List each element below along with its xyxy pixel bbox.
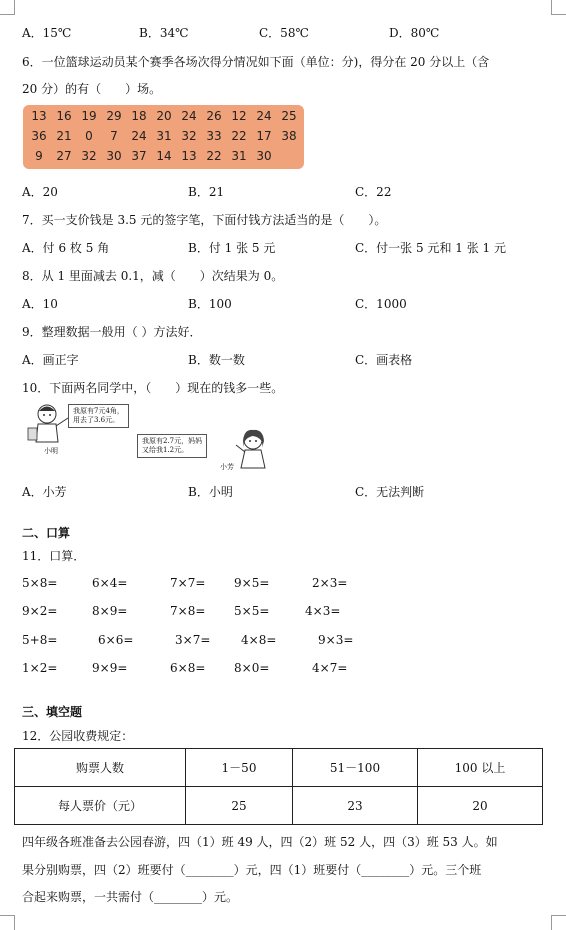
math-item: 7×7= [170,576,206,590]
q6-option-b: B．21 [188,185,225,199]
q9-option-c: C．画表格 [355,353,413,367]
table-cell: 1－50 [186,749,293,787]
crop-mark-bottom-left [0,915,15,930]
q12-text: 12．公园收费规定： [22,729,134,743]
q6-option-a: A．20 [22,185,58,199]
math-item: 5+8= [22,633,58,647]
math-item: 4×7= [312,661,348,675]
score-row-3 [23,147,304,167]
q12-paragraph-line1: 四年级各班准备去公园春游，四（1）班 49 人，四（2）班 52 人，四（3）班 53 人。如 [22,835,498,849]
score-cell: 32 [181,129,197,143]
math-item: 4×3= [305,604,341,618]
q6-text-line2: 20 分）的有（ ）场。 [22,82,162,96]
math-item: 9×3= [318,633,354,647]
score-cell: 26 [206,109,222,123]
q8-option-a: A．10 [22,297,58,311]
table-cell: 每人票价（元） [15,787,186,825]
math-item: 6×6= [98,633,134,647]
q6-option-c: C．22 [355,185,392,199]
mental-math-row-2 [0,604,566,620]
q12-paragraph-line3: 合起来购票，一共需付（________）元。 [22,890,239,904]
score-cell: 19 [81,109,97,123]
score-cell: 31 [156,129,172,143]
q7-option-c: C．付一张 5 元和 1 张 1 元 [355,241,506,255]
q5-option-d: D．80℃ [389,26,440,40]
score-cell: 13 [31,109,47,123]
score-cell: 22 [231,129,247,143]
q10-option-b: B．小明 [188,485,233,499]
speech-bubble-xiaoming [68,404,129,428]
table-cell: 51－100 [293,749,418,787]
score-cell: 24 [256,109,272,123]
q11-text: 11．口算． [22,549,86,563]
score-cell: 7 [110,129,118,143]
q8-option-b: B．100 [188,297,232,311]
table-row [15,787,543,825]
table-cell: 20 [418,787,543,825]
math-item: 6×8= [170,661,206,675]
score-cell: 17 [256,129,272,143]
score-grid [23,105,304,169]
score-cell: 18 [131,109,147,123]
q5-option-c: C．58℃ [259,26,309,40]
bubble-xiaofang-line2: 又给我1.2元。 [142,446,189,454]
math-item: 1×2= [22,661,58,675]
q7-option-b: B．付 1 张 5 元 [188,241,276,255]
score-cell: 36 [31,129,47,143]
q10-option-a: A．小芳 [22,485,67,499]
q12-paragraph-line2: 果分别购票，四（2）班要付（________）元，四（1）班要付（________）元。三个班 [22,863,482,877]
score-row-1 [23,107,304,127]
crop-mark-bottom-right [551,915,566,930]
math-item: 9×5= [234,576,270,590]
score-row-2 [23,127,304,147]
score-cell: 13 [181,149,197,163]
score-cell: 30 [256,149,272,163]
score-cell: 25 [281,109,297,123]
mental-math-row-3 [0,633,566,649]
section-3-title: 三、填空题 [22,705,83,719]
name-xiaoming: 小明 [44,447,58,455]
score-cell: 21 [56,129,72,143]
math-item: 6×4= [92,576,128,590]
mental-math-row-1 [0,576,566,592]
section-2-title: 二、口算 [22,526,71,540]
name-xiaofang: 小芳 [220,463,234,471]
math-item: 8×9= [92,604,128,618]
mental-math-row-4 [0,661,566,677]
q5-option-b: B．34℃ [139,26,189,40]
score-cell: 38 [281,129,297,143]
table-cell: 100 以上 [418,749,543,787]
q8-option-c: C．1000 [355,297,407,311]
score-cell: 31 [231,149,247,163]
ticket-price-table [14,748,543,825]
q10-option-c: C．无法判断 [355,485,425,499]
math-item: 4×8= [241,633,277,647]
score-cell: 37 [131,149,147,163]
score-cell: 14 [156,149,172,163]
score-cell: 24 [181,109,197,123]
score-cell: 27 [56,149,72,163]
score-cell: 12 [231,109,247,123]
q7-option-a: A．付 6 枚 5 角 [22,241,110,255]
speech-bubble-xiaofang [137,434,207,458]
math-item: 8×0= [234,661,270,675]
crop-mark-top-left [0,0,15,15]
math-item: 7×8= [170,604,206,618]
q9-option-b: B．数一数 [188,353,245,367]
table-cell: 23 [293,787,418,825]
q8-text: 8．从 1 里面减去 0.1，减（ ）次结果为 0。 [22,269,284,283]
q10-text: 10．下面两名同学中，（ ）现在的钱多一些。 [22,381,284,395]
bubble-xiaoming-line2: 用去了3.6元。 [73,416,120,424]
q6-text-line1: 6．一位篮球运动员某个赛季各场次得分情况如下面（单位：分)，得分在 20 分以上（含 [22,55,490,69]
score-cell: 24 [131,129,147,143]
score-cell: 30 [106,149,122,163]
boy-illustration [22,402,72,448]
math-item: 3×7= [175,633,211,647]
bubble-xiaoming-line1: 我原有7元4角， [73,407,124,415]
math-item: 5×8= [22,576,58,590]
q9-text: 9．整理数据一般用（ ）方法好． [22,325,202,339]
score-cell: 20 [156,109,172,123]
crop-mark-top-right [551,0,566,15]
score-cell: 0 [85,129,93,143]
math-item: 5×5= [234,604,270,618]
score-cell: 22 [206,149,222,163]
table-cell: 购票人数 [15,749,186,787]
math-item: 2×3= [312,576,348,590]
q7-text: 7．买一支价钱是 3.5 元的签字笔，下面付钱方法适当的是（ ）。 [22,213,387,227]
table-row [15,749,543,787]
q9-option-a: A．画正字 [22,353,79,367]
girl-illustration [232,428,274,472]
bubble-xiaofang-line1: 我原有2.7元，妈妈 [142,437,203,445]
score-cell: 33 [206,129,222,143]
score-cell: 9 [35,149,43,163]
math-item: 9×9= [92,661,128,675]
q5-option-a: A．15℃ [22,26,72,40]
score-cell: 16 [56,109,72,123]
math-item: 9×2= [22,604,58,618]
score-cell: 32 [81,149,97,163]
table-cell: 25 [186,787,293,825]
score-cell: 29 [106,109,122,123]
